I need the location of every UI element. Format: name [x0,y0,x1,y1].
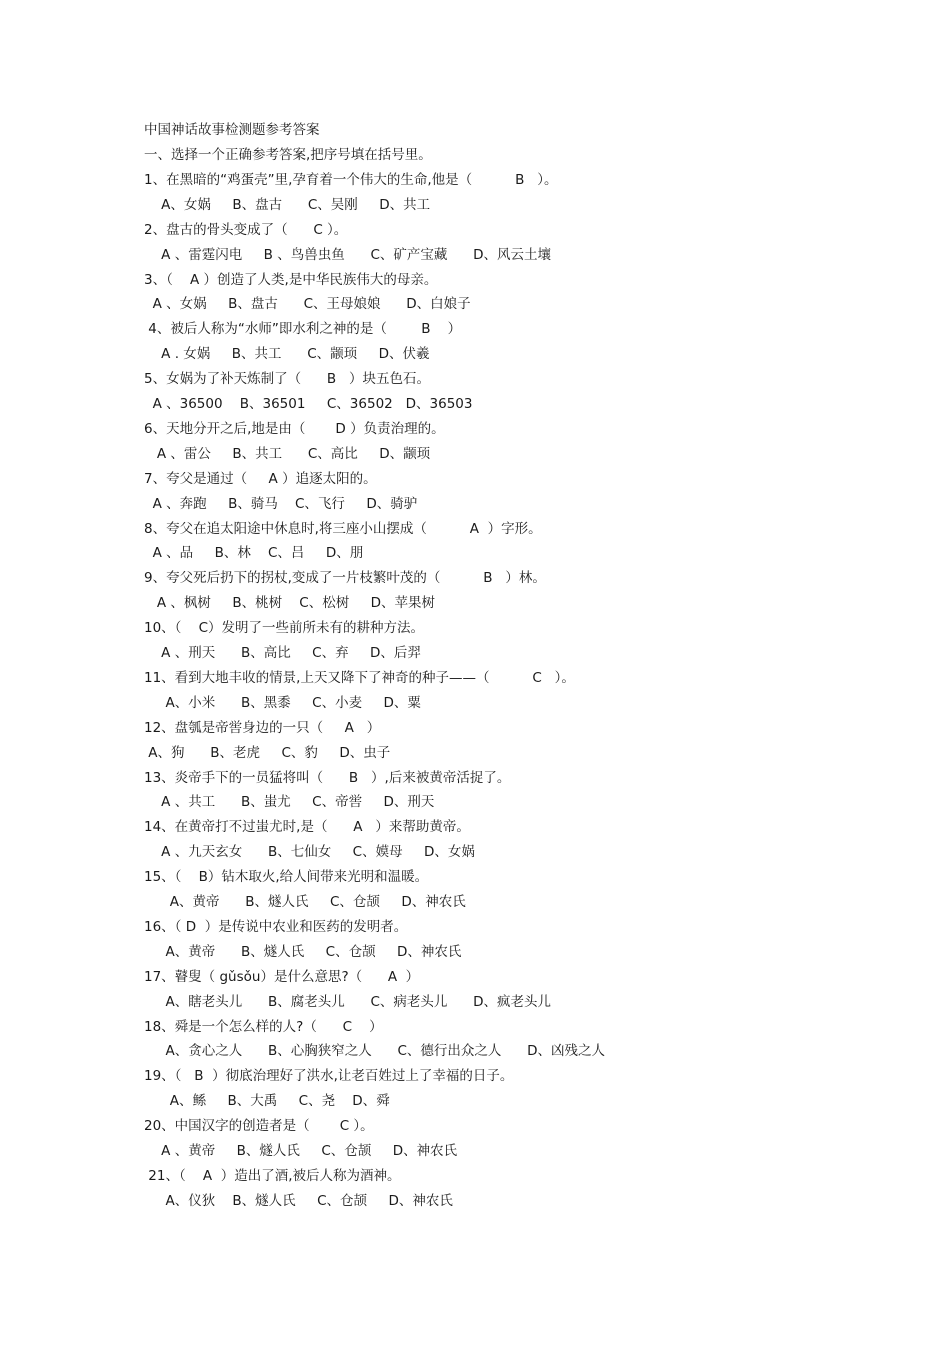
question-line: A、仪狄 B、燧人氏 C、仓颉 D、神农氏 [144,1192,453,1209]
question-line: 7、夸父是通过（ A ）追逐太阳的。 [144,470,377,487]
question-line: A、女娲 B、盘古 C、吴刚 D、共工 [144,196,431,213]
question-line: A 、女娲 B、盘古 C、王母娘娘 D、白娘子 [144,296,471,313]
question-line: 16、（ D ）是传说中农业和医药的发明者。 [144,918,408,935]
question-line: A、黄帝 B、燧人氏 C、仓颉 D、神农氏 [144,943,462,960]
question-line: 18、舜是一个怎么样的人?（ C ） [144,1018,383,1035]
question-line: A、小米 B、黑黍 C、小麦 D、粟 [144,694,421,711]
question-line: A 、共工 B、蚩尤 C、帝喾 D、刑天 [144,794,435,811]
question-line: 9、夸父死后扔下的拐杖,变成了一片枝繁叶茂的（ B ）林。 [144,570,546,587]
question-line: A 、品 B、林 C、吕 D、朋 [144,545,364,562]
question-line: A 、雷霆闪电 B 、鸟兽虫鱼 C、矿产宝藏 D、风云土壤 [144,246,552,263]
question-line: A、瞎老头儿 B、腐老头儿 C、病老头儿 D、疯老头儿 [144,993,552,1010]
question-line: 1、在黑暗的“鸡蛋壳”里,孕育着一个伟大的生命,他是（ B ）。 [144,171,558,188]
question-line: 17、瞽叟（ gǔsǒu）是什么意思?（ A ） [144,968,420,985]
question-line: 2、盘古的骨头变成了（ C ）。 [144,221,348,238]
question-line: 13、炎帝手下的一员猛将叫（ B ）,后来被黄帝活捉了。 [144,769,511,786]
question-line: A 、奔跑 B、骑马 C、飞行 D、骑驴 [144,495,418,512]
question-line: 15、（ B）钻木取火,给人间带来光明和温暖。 [144,869,429,886]
question-line: 3、（ A ）创造了人类,是中华民族伟大的母亲。 [144,271,438,288]
question-line: A 、黄帝 B、燧人氏 C、仓颉 D、神农氏 [144,1143,458,1159]
section-heading: 一、选择一个正确参考答案,把序号填在括号里。 [144,147,432,163]
question-line: 21、（ A ）造出了酒,被后人称为酒神。 [144,1167,401,1184]
document-title: 中国神话故事检测题参考答案 [144,122,320,138]
question-line: A . 女娲 B、共工 C、颛顼 D、伏羲 [144,346,430,363]
question-line: A 、九天玄女 B、七仙女 C、嫫母 D、女娲 [144,844,475,861]
question-line: 5、女娲为了补天炼制了（ B ）块五色石。 [144,371,430,388]
question-line: A、鲧 B、大禹 C、尧 D、舜 [144,1093,390,1110]
question-line: A 、36500 B、36501 C、36502 D、36503 [144,396,473,412]
question-line: 20、中国汉字的创造者是（ C ）。 [144,1118,374,1135]
question-line: 10、（ C）发明了一些前所未有的耕种方法。 [144,620,425,637]
question-line: A 、刑天 B、高比 C、弃 D、后羿 [144,645,421,661]
question-line: A、狗 B、老虎 C、豹 D、虫子 [144,744,391,761]
question-line: 6、天地分开之后,地是由（ D ）负责治理的。 [144,420,445,437]
question-line: A、黄帝 B、燧人氏 C、仓颉 D、神农氏 [144,894,466,910]
question-line: A 、雷公 B、共工 C、高比 D、颛顼 [144,445,431,462]
question-line: 4、被后人称为“水师”即水利之神的是（ B ） [144,321,462,338]
question-line: A、贪心之人 B、心胸狭窄之人 C、德行出众之人 D、凶残之人 [144,1043,606,1060]
question-line: 8、夸父在追太阳途中休息时,将三座小山摆成（ A ）字形。 [144,520,542,537]
question-line: 14、在黄帝打不过蚩尤时,是（ A ）来帮助黄帝。 [144,819,470,836]
question-line: 12、盘瓠是帝喾身边的一只（ A ） [144,719,381,736]
question-line: 19、（ B ）彻底治理好了洪水,让老百姓过上了幸福的日子。 [144,1068,514,1085]
question-line: 11、看到大地丰收的情景,上天又降下了神奇的种子——（ C ）。 [144,669,575,686]
question-line: A 、枫树 B、桃树 C、松树 D、苹果树 [144,595,436,612]
